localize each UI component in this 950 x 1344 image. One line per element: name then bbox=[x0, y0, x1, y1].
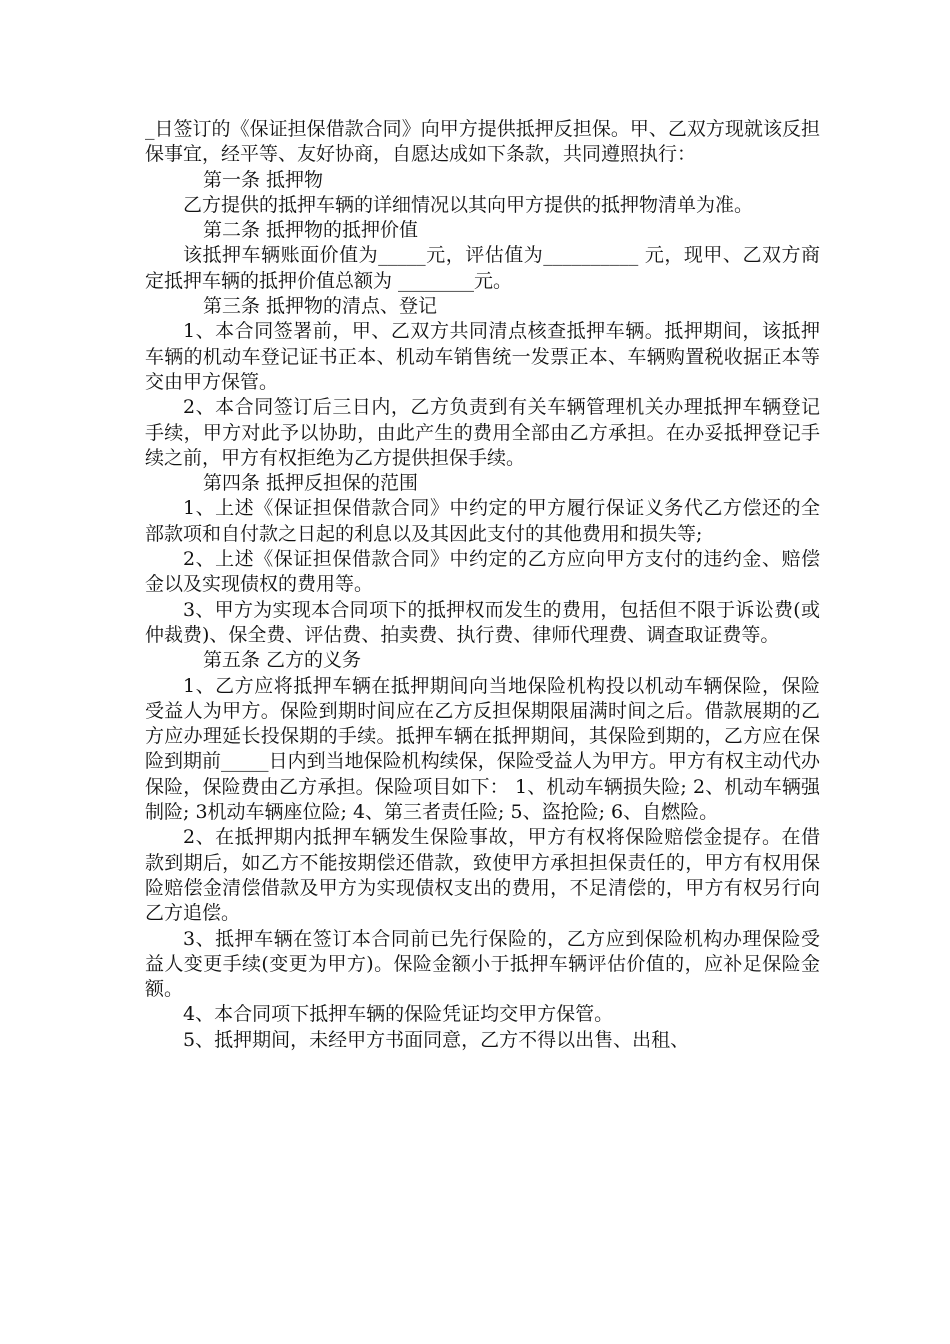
article-2-body: 该抵押车辆账面价值为_____元，评估值为__________ 元，现甲、乙双方商定抵押车辆的抵押价值总额为 ________元。 bbox=[145, 244, 820, 292]
paragraph-intro-continuation: _日签订的《保证担保借款合同》向甲方提供抵押反担保。甲、乙双方现就该反担保事宜，经平等、友好协商，自愿达成如下条款，共同遵照执行： bbox=[145, 118, 820, 166]
article-4-clause-3: 3、甲方为实现本合同项下的抵押权而发生的费用，包括但不限于诉讼费(或仲裁费)、保全费、评估费、拍卖费、执行费、律师代理费、调查取证费等。 bbox=[145, 598, 820, 646]
contract-text bbox=[145, 117, 820, 1053]
article-5-heading: 第五条 乙方的义务 bbox=[203, 649, 362, 672]
article-3-clause-1: 1、本合同签署前，甲、乙双方共同清点核查抵押车辆。抵押期间，该抵押车辆的机动车登记证书正本、机动车销售统一发票正本、车辆购置税收据正本等交由甲方保管。 bbox=[145, 320, 820, 393]
article-4-clause-2: 2、上述《保证担保借款合同》中约定的乙方应向甲方支付的违约金、赔偿金以及实现债权的费用等。 bbox=[145, 548, 820, 596]
article-1-heading: 第一条 抵押物 bbox=[203, 168, 324, 191]
article-5-clause-2: 2、在抵押期内抵押车辆发生保险事故，甲方有权将保险赔偿金提存。在借款到期后，如乙方不能按期偿还借款，致使甲方承担担保责任的，甲方有权用保险赔偿金清偿借款及甲方为实现债权支出的费用，不足清偿的，甲方有权另行向乙方追偿。 bbox=[145, 826, 820, 925]
article-5-clause-3: 3、抵押车辆在签订本合同前已先行保险的，乙方应到保险机构办理保险受益人变更手续(变更为甲方)。保险金额小于抵押车辆评估价值的，应补足保险金额。 bbox=[145, 927, 820, 1001]
article-3-clause-2: 2、本合同签订后三日内，乙方负责到有关车辆管理机关办理抵押车辆登记手续，甲方对此予以协助，由此产生的费用全部由乙方承担。在办妥抵押登记手续之前，甲方有权拒绝为乙方提供担保手续。 bbox=[145, 396, 820, 469]
article-5-clause-1: 1、乙方应将抵押车辆在抵押期间向当地保险机构投以机动车辆保险，保险受益人为甲方。保险到期时间应在乙方反担保期限届满时间之后。借款展期的乙方应办理延长投保期的手续。抵押车辆在抵押期间，其保险到期的，乙方应在保险到期前_____日内到当地保险机构续保，保险受益人为甲方。甲方有权主动代办保险，保险费由乙方承担。保险项目如下： 1、机动车辆损失险; 2、机动车辆强制险; 3机动车辆座位险; 4、第三者责任险; 5、盗抢险; 6、自燃险。 bbox=[145, 674, 820, 824]
article-1-body: 乙方提供的抵押车辆的详细情况以其向甲方提供的抵押物清单为准。 bbox=[183, 193, 754, 216]
article-2-heading: 第二条 抵押物的抵押价值 bbox=[203, 219, 419, 242]
article-4-heading: 第四条 抵押反担保的范围 bbox=[203, 472, 419, 495]
article-5-clause-5: 5、抵押期间，未经甲方书面同意，乙方不得以出售、出租、 bbox=[183, 1028, 690, 1051]
article-3-heading: 第三条 抵押物的清点、登记 bbox=[203, 295, 438, 318]
article-5-clause-4: 4、本合同项下抵押车辆的保险凭证均交甲方保管。 bbox=[183, 1003, 614, 1026]
article-4-clause-1: 1、上述《保证担保借款合同》中约定的甲方履行保证义务代乙方偿还的全部款项和自付款之日起的利息以及其因此支付的其他费用和损失等; bbox=[145, 497, 820, 545]
